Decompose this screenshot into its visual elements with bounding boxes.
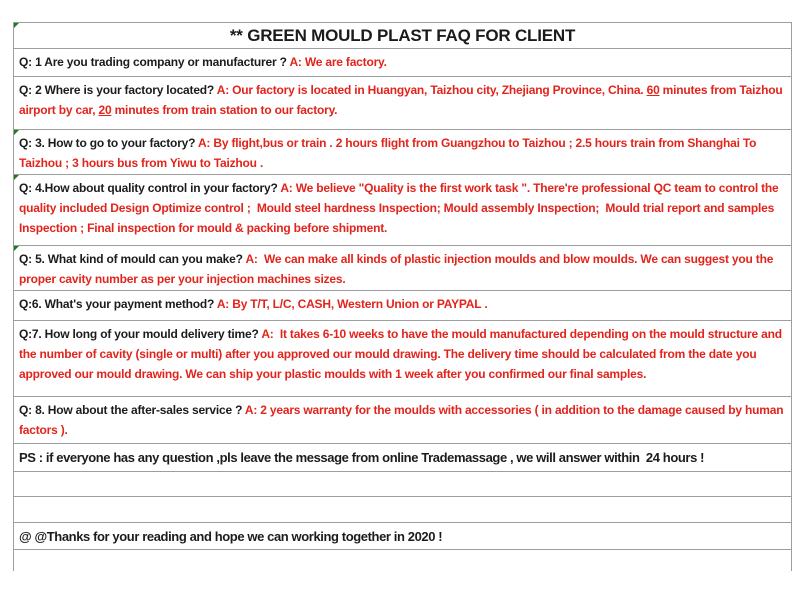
cell-comment-marker-icon	[14, 130, 19, 135]
answer-text: 20	[98, 103, 112, 117]
answer-text: A: Our factory is located in Huangyan, Taizhou city, Zhejiang Province, China.	[216, 83, 647, 97]
question-text: @ @Thanks for your reading and hope we can working together in 2020 !	[19, 528, 443, 544]
answer-text: A: By flight,bus or train . 2 hours flight from Guangzhou to Taizhou ; 2.5 hours train from Shanghai To Taizhou ; 3 hours bus from Yiwu to Taizhou .	[19, 136, 760, 170]
faq-row-12	[14, 523, 791, 550]
answer-text: minutes from train station to our factory.	[111, 103, 338, 117]
faq-row-13	[14, 550, 791, 571]
answer-text: A: By T/T, L/C, CASH, Western Union or PAYPAL .	[216, 297, 488, 311]
faq-row-2	[14, 77, 791, 130]
cell-comment-marker-icon	[14, 175, 19, 180]
faq-rows	[14, 49, 791, 571]
cell-comment-marker-icon	[14, 246, 19, 251]
faq-row-7	[14, 321, 791, 397]
question-text: Q: 5. What kind of mould can you make?	[19, 252, 246, 266]
question-text: Q: 3. How to go to your factory?	[19, 136, 198, 150]
faq-row-4	[14, 175, 791, 246]
question-text: Q: 8. How about the after-sales service ?	[19, 403, 245, 417]
answer-text: A: We are factory.	[289, 55, 387, 69]
answer-text: A: 2 years warranty for the moulds with accessories ( in addition to the damage caused by human factors ).	[19, 403, 787, 437]
answer-text: 60	[646, 83, 660, 97]
cell-comment-marker-icon	[14, 23, 19, 28]
question-text: PS : if everyone has any question ,pls leave the message from online Trademassage , we will answer within 24 hours !	[19, 450, 705, 465]
answer-text: A: We believe "Quality is the first work task ". There're professional QC team to control the quality included Design Optimize control ; Mould steel hardness Inspection; Mould assembly Inspection; Mould trial report and samples Inspection ; Final inspection for mould & packing before shipment.	[19, 181, 782, 235]
question-text: Q: 2 Where is your factory located?	[19, 83, 217, 97]
faq-row-6	[14, 291, 791, 321]
question-text: Q: 4.How about quality control in your factory?	[19, 181, 281, 195]
question-text: Q:6. What's your payment method?	[19, 297, 217, 311]
page-title: ** GREEN MOULD PLAST FAQ FOR CLIENT	[229, 25, 576, 45]
sheet-title-row	[14, 23, 791, 49]
faq-sheet	[13, 22, 792, 571]
answer-text: A: We can make all kinds of plastic injection moulds and blow moulds. We can suggest you the proper cavity number as per your injection machines sizes.	[19, 252, 777, 286]
question-text: Q: 1 Are you trading company or manufacturer ?	[19, 55, 290, 69]
answer-text: A: It takes 6-10 weeks to have the mould manufactured depending on the mould structure and the number of cavity (single or multi) after you approved our mould drawing. The delivery time should be calculated from the date you approved our mould drawing. We can ship your plastic moulds with 1 week after you confirmed our final samples.	[19, 327, 786, 381]
faq-row-5	[14, 246, 791, 291]
faq-row-9	[14, 444, 791, 472]
faq-row-8	[14, 397, 791, 444]
question-text: Q:7. How long of your mould delivery time?	[19, 327, 262, 341]
faq-row-1	[14, 49, 791, 77]
faq-row-10	[14, 472, 791, 497]
faq-row-3	[14, 130, 791, 175]
faq-row-11	[14, 497, 791, 523]
answer-text: minutes from Taizhou airport by car,	[19, 83, 786, 117]
